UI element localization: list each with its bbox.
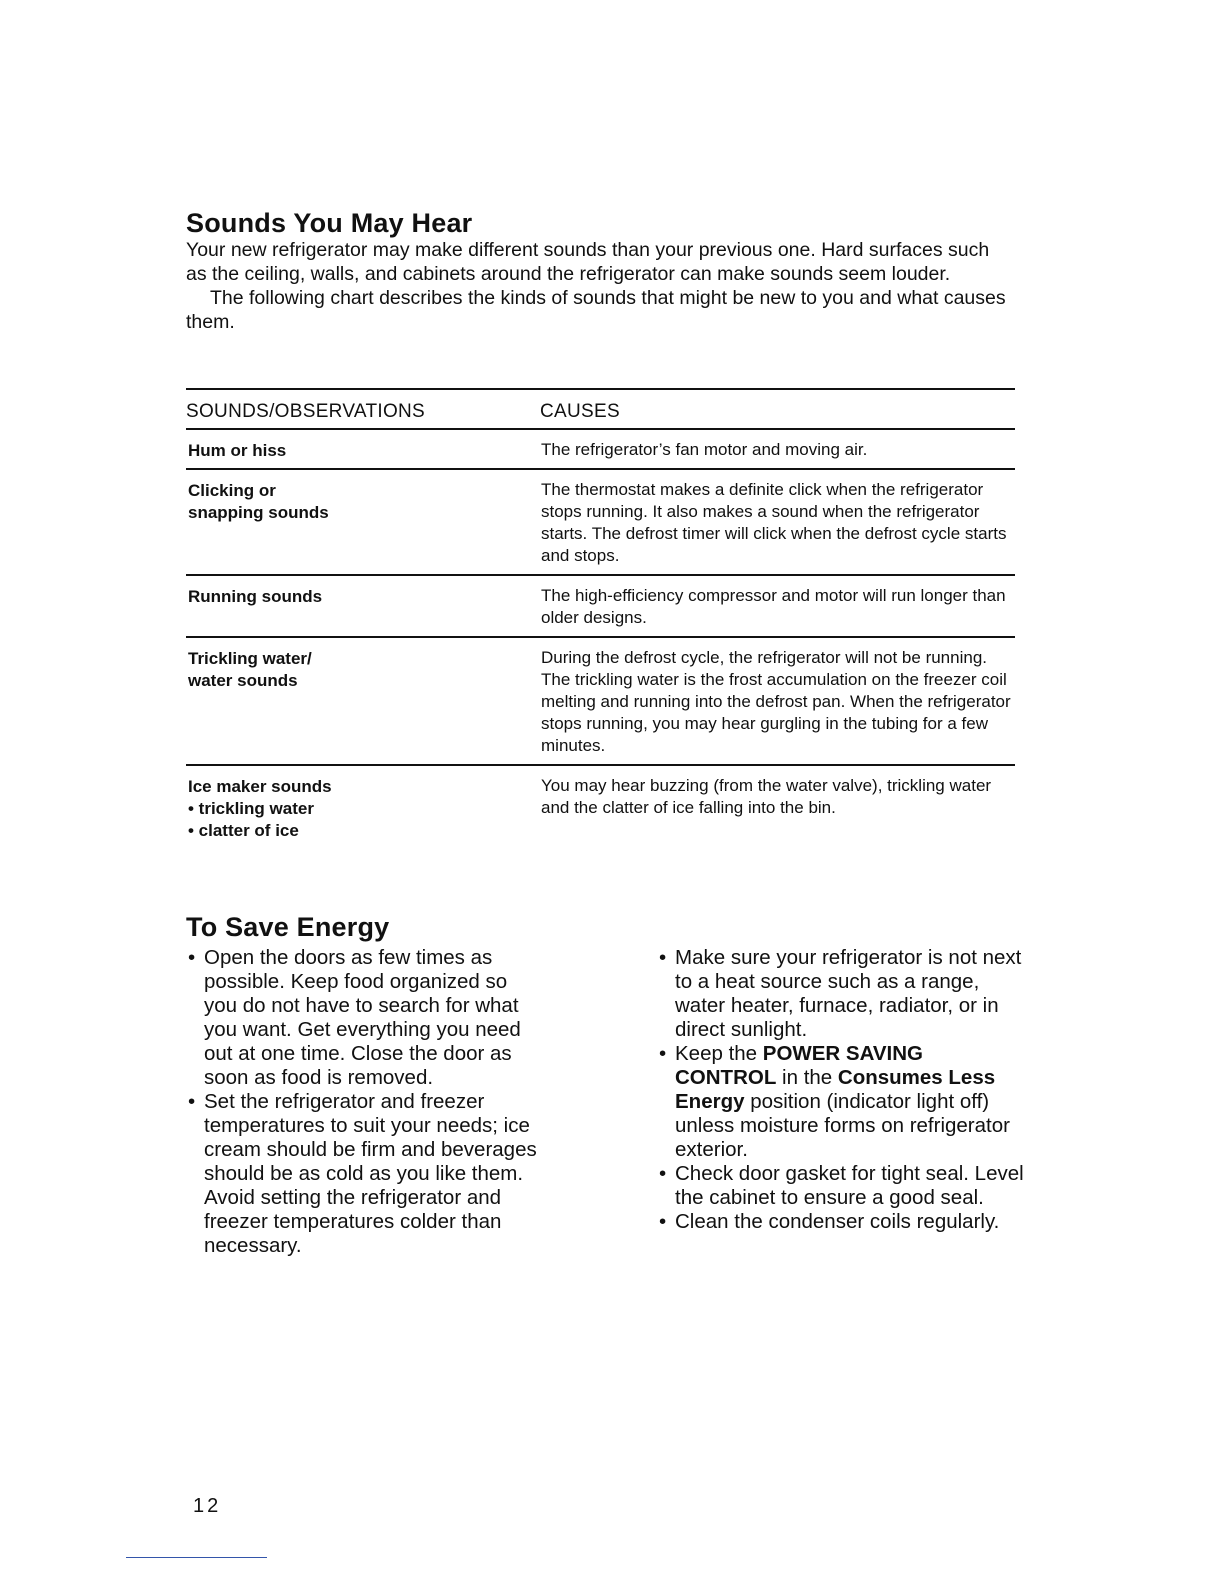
cause: During the defrost cycle, the refrigerator will not be running. The trickling water is the frost accumulation on the freezer coil melting and running into the defrost pan. When the refrigerator stops running, you may hear gurgling in the tubing for a few minutes. xyxy=(541,648,1011,755)
page-number: 12 xyxy=(193,1495,222,1517)
tip-text xyxy=(675,1042,1010,1161)
header-causes: CAUSES xyxy=(540,401,620,422)
bullet-icon: • xyxy=(659,1042,667,1065)
observation-line: Running sounds xyxy=(188,587,323,606)
observation xyxy=(188,776,518,842)
bullet-icon: • xyxy=(188,1090,196,1113)
tip-text: Set the refrigerator and freezer temperatures to suit your needs; ice cream should be firm and beverages should be as cold as you like them. Avoid setting the refrigerator and freezer temperatures colder than necessary. xyxy=(204,1090,537,1257)
observation xyxy=(188,480,518,524)
chart-row xyxy=(186,470,1015,576)
bullet-icon: • xyxy=(188,946,196,969)
tip-text-part: Keep the xyxy=(675,1042,763,1065)
cause: The thermostat makes a definite click when the refrigerator stops running. It also makes a sound when the refrigerator starts. The defrost timer will click when the defrost cycle starts and stops. xyxy=(541,480,1007,565)
observation xyxy=(188,648,518,692)
sounds-chart xyxy=(186,388,1015,840)
list-item xyxy=(188,946,538,1090)
cause: The refrigerator’s fan motor and moving air. xyxy=(541,440,868,459)
observation-line: Hum or hiss xyxy=(188,441,287,460)
observation xyxy=(188,586,518,608)
chart-row xyxy=(186,766,1015,840)
list-item xyxy=(659,1042,1029,1162)
section-title-energy: To Save Energy xyxy=(186,912,390,942)
intro-paragraph: Your new refrigerator may make different sounds than your previous one. Hard surfaces such as the ceiling, walls, and cabinets around the refrigerator can make sounds seem louder. xyxy=(186,239,990,285)
observation-line: Ice maker sounds xyxy=(188,777,332,796)
energy-tips-right xyxy=(659,946,1029,1234)
footer-rule xyxy=(126,1557,267,1558)
setting-name: Consumes Less Energy xyxy=(675,1066,996,1113)
section-title-sounds: Sounds You May Hear xyxy=(186,208,473,238)
bullet-icon: • xyxy=(659,1162,667,1185)
cause: The high-efficiency compressor and motor will run longer than older designs. xyxy=(541,586,1006,627)
header-observations: SOUNDS/OBSERVATIONS xyxy=(186,401,426,422)
control-name: POWER SAVING CONTROL xyxy=(675,1042,923,1089)
tip-text: Clean the condenser coils regularly. xyxy=(675,1210,1000,1233)
bullet-icon: • xyxy=(659,946,667,969)
observation-line: snapping sounds xyxy=(188,503,329,522)
list-item xyxy=(659,1210,1029,1234)
observation-line: Trickling water/ xyxy=(188,649,312,668)
list-item xyxy=(659,1162,1029,1210)
observation-line: Clicking or xyxy=(188,481,276,500)
tip-text-part: in the xyxy=(776,1066,838,1089)
observation-line: water sounds xyxy=(188,671,298,690)
tip-text: Check door gasket for tight seal. Level the cabinet to ensure a good seal. xyxy=(675,1162,1024,1209)
observation-line: • trickling water xyxy=(188,799,314,818)
list-item xyxy=(659,946,1029,1042)
bullet-icon: • xyxy=(659,1210,667,1233)
chart-row xyxy=(186,576,1015,638)
observation xyxy=(188,440,518,462)
tip-text: Make sure your refrigerator is not next to a heat source such as a range, water heater, furnace, radiator, or in direct sunlight. xyxy=(675,946,1022,1041)
intro-text xyxy=(186,238,1006,334)
chart-header xyxy=(186,388,1015,430)
cause: You may hear buzzing (from the water valve), trickling water and the clatter of ice falling into the bin. xyxy=(541,776,992,817)
chart-row xyxy=(186,638,1015,766)
intro-paragraph: The following chart describes the kinds of sounds that might be new to you and what causes them. xyxy=(186,287,1006,333)
chart-row xyxy=(186,430,1015,470)
observation-line: • clatter of ice xyxy=(188,821,299,840)
tip-text: Open the doors as few times as possible. Keep food organized so you do not have to search for what you want. Get everything you need out at one time. Close the door as soon as food is removed. xyxy=(204,946,521,1089)
list-item xyxy=(188,1090,538,1258)
energy-tips-left xyxy=(188,946,538,1258)
tip-text-part: position (indicator light off) unless moisture forms on refrigerator exterior. xyxy=(675,1090,1010,1161)
